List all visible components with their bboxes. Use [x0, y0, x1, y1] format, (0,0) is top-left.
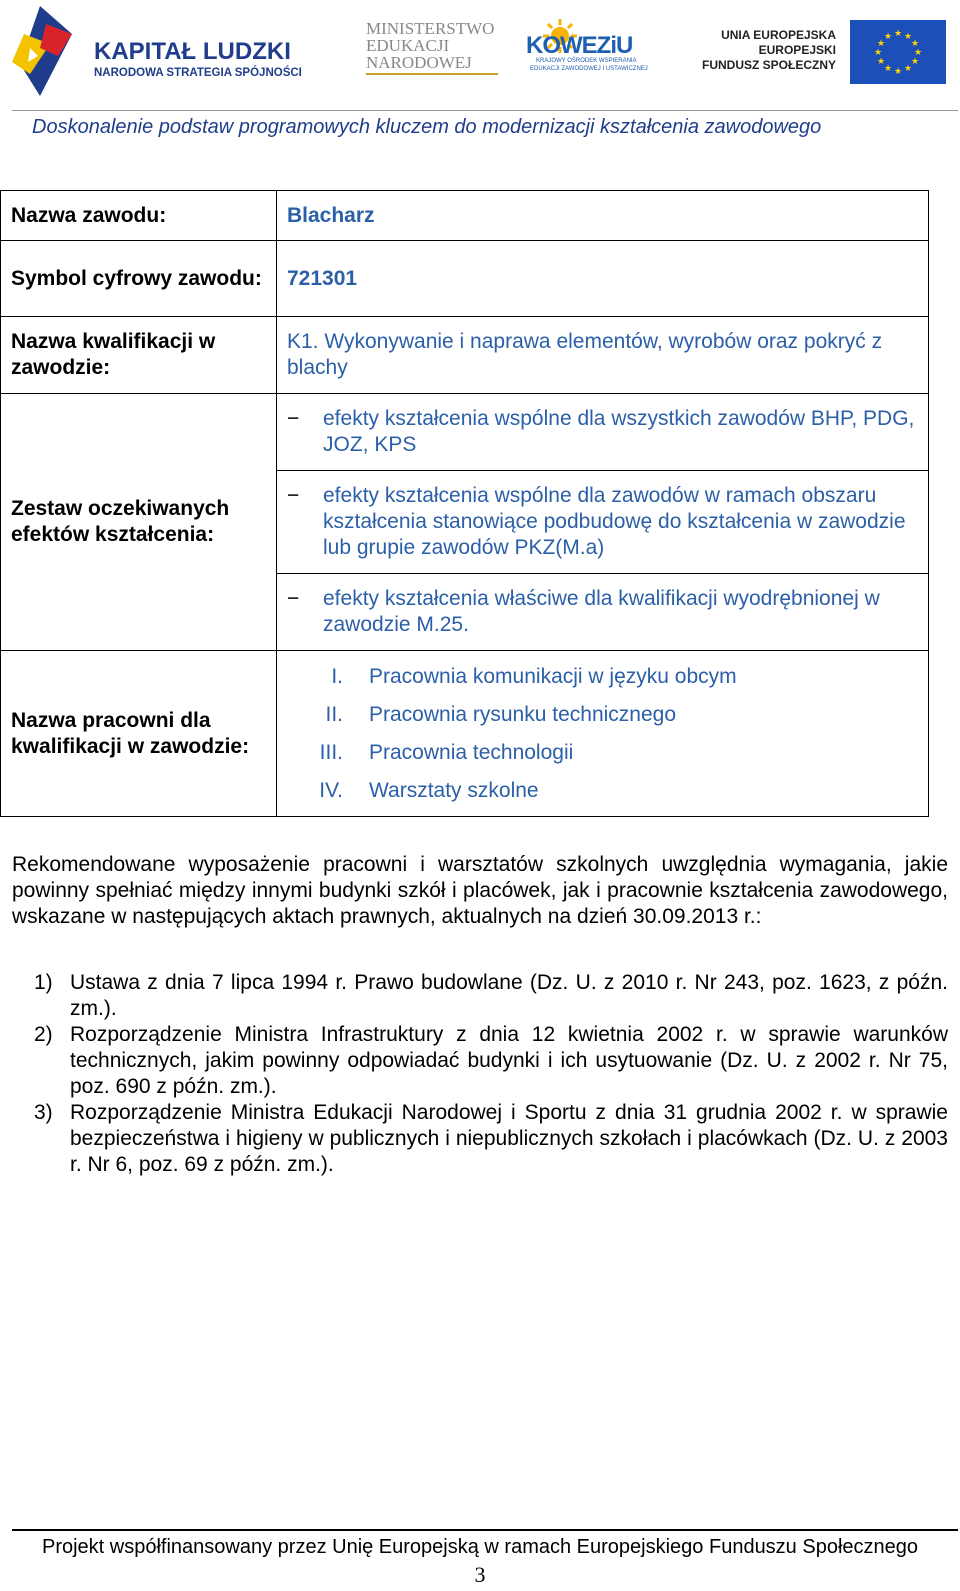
- men-line-1: MINISTERSTWO: [366, 19, 495, 38]
- svg-text:★: ★: [910, 39, 920, 49]
- men-line-2: EDUKACJI: [366, 36, 450, 55]
- footer-text: Projekt współfinansowany przez Unię Europejską w ramach Europejskiego Funduszu Społecznego: [41, 1536, 919, 1558]
- men-underline: [366, 73, 498, 75]
- eu-flag-icon: [850, 20, 946, 84]
- reference-item: [12, 1100, 948, 1178]
- reference-text: Rozporządzenie Ministra Infrastruktury z dnia 12 kwietnia 2002 r. w sprawie warunków technicznych, jakim powinny odpowiadać budynki i ich usytuowanie (Dz. U. z 2002 r. Nr 75, poz. 690 z późn. zm.).: [70, 1023, 948, 1098]
- efekty-item: [277, 394, 929, 471]
- qualification-table: [0, 190, 929, 817]
- svg-text:★: ★: [883, 64, 893, 74]
- reference-number: 1): [34, 971, 53, 994]
- kapital-ludzki-subtitle: NARODOWA STRATEGIA SPÓJNOŚCI: [94, 67, 302, 79]
- efekty-item-text: efekty kształcenia właściwe dla kwalifikacji wyodrębnionej w zawodzie M.25.: [323, 587, 880, 636]
- svg-text:★: ★: [876, 57, 886, 67]
- eu-line-3: FUNDUSZ SPOŁECZNY: [701, 58, 836, 72]
- row-efekty-1: [1, 394, 929, 471]
- svg-text:★: ★: [893, 67, 903, 77]
- kapital-ludzki-emblem: [10, 4, 90, 100]
- pracownia-name: Pracownia rysunku technicznego: [369, 702, 677, 726]
- svg-text:★: ★: [883, 32, 893, 42]
- efekty-label: Zestaw oczekiwanych efektów kształcenia:: [1, 394, 277, 651]
- row-nazwa-zawodu: [1, 191, 929, 241]
- reference-text: Rozporządzenie Ministra Edukacji Narodowej i Sportu z dnia 31 grudnia 2002 r. w sprawie bezpieczeństwa i higieny w publicznych i niepublicznych szkołach i placówkach (Dz. U. z 2003 r. Nr 6, poz. 69 z późn. zm.).: [70, 1101, 948, 1176]
- reference-number: 3): [34, 1101, 53, 1124]
- efekty-item-text: efekty kształcenia wspólne dla wszystkich zawodów BHP, PDG, JOZ, KPS: [323, 407, 915, 456]
- pracownie-list: [277, 651, 929, 817]
- svg-text:★: ★: [903, 64, 913, 74]
- pracownia-item: [287, 772, 918, 810]
- dash-bullet: −: [287, 587, 300, 610]
- roman-numeral: II.: [325, 702, 343, 726]
- references-list: [12, 970, 948, 1178]
- pracownia-item: [287, 734, 918, 772]
- pracownia-name: Pracownia technologii: [369, 740, 574, 764]
- roman-numeral: III.: [319, 740, 343, 764]
- logo-bar: [0, 0, 960, 110]
- efekty-item: [277, 574, 929, 651]
- pracownie-label: Nazwa pracowni dla kwalifikacji w zawodzie:: [1, 651, 277, 817]
- koweziu-sub-1: KRAJOWY OŚRODEK WSPIERANIA: [536, 58, 637, 64]
- men-line-3: NARODOWEJ: [366, 53, 472, 72]
- dash-bullet: −: [287, 484, 300, 507]
- koweziu-logo: [524, 18, 654, 84]
- kwalifikacja-value: K1. Wykonywanie i naprawa elementów, wyrobów oraz pokryć z blachy: [277, 317, 929, 394]
- svg-text:★: ★: [913, 48, 923, 58]
- men-logo: [366, 20, 516, 80]
- roman-numeral: I.: [331, 664, 343, 688]
- svg-text:★: ★: [873, 48, 883, 58]
- kwalifikacja-label: Nazwa kwalifikacji w zawodzie:: [1, 317, 277, 394]
- pracownia-item: [287, 696, 918, 734]
- svg-text:★: ★: [910, 57, 920, 67]
- svg-text:★: ★: [876, 39, 886, 49]
- reference-item: [12, 1022, 948, 1100]
- pracownia-name: Warsztaty szkolne: [369, 778, 539, 802]
- koweziu-sub-2: EDUKACJI ZAWODOWEJ I USTAWICZNEJ: [530, 66, 648, 72]
- header-rule: [12, 110, 958, 111]
- row-kwalifikacja: [1, 317, 929, 394]
- page-number: 3: [474, 1562, 486, 1587]
- symbol-label: Symbol cyfrowy zawodu:: [1, 241, 277, 317]
- svg-text:★: ★: [893, 29, 903, 39]
- header-title: Doskonalenie podstaw programowych kluczem do modernizacji kształcenia zawodowego: [32, 116, 822, 138]
- reference-number: 2): [34, 1023, 53, 1046]
- eu-logo: [700, 20, 946, 86]
- eu-line-2: EUROPEJSKI: [758, 43, 836, 57]
- eu-line-1: UNIA EUROPEJSKA: [721, 28, 836, 42]
- reference-text: Ustawa z dnia 7 lipca 1994 r. Prawo budowlane (Dz. U. z 2010 r. Nr 243, poz. 1623, z późn. zm.).: [70, 971, 948, 1020]
- pracownia-item: [287, 658, 918, 696]
- row-symbol: [1, 241, 929, 317]
- nazwa-zawodu-label: Nazwa zawodu:: [1, 191, 277, 241]
- symbol-value: 721301: [277, 241, 929, 317]
- efekty-item: [277, 471, 929, 574]
- roman-numeral: IV.: [319, 778, 343, 802]
- row-pracownie: [1, 651, 929, 817]
- footer-rule: [12, 1529, 958, 1531]
- eu-text: [702, 28, 836, 73]
- intro-paragraph: Rekomendowane wyposażenie pracowni i warsztatów szkolnych uwzględnia wymagania, jakie powinny spełniać między innymi budynki szkół i placówek, jak i pracownie kształcenia zawodowego, wskazane w następujących aktach prawnych, aktualnych na dzień 30.09.2013 r.:: [12, 853, 948, 928]
- kapital-ludzki-title: KAPITAŁ LUDZKI: [94, 38, 291, 65]
- koweziu-name: KOWEZiU: [526, 32, 633, 59]
- kapital-ludzki-logo: [10, 4, 320, 100]
- dash-bullet: −: [287, 407, 300, 430]
- efekty-item-text: efekty kształcenia wspólne dla zawodów w ramach obszaru kształcenia stanowiące podbudowę do kształcenia w zawodzie lub grupie zawodów PKZ(M.a): [323, 484, 906, 559]
- reference-item: [12, 970, 948, 1022]
- pracownia-name: Pracownia komunikacji w języku obcym: [369, 664, 737, 688]
- nazwa-zawodu-value: Blacharz: [277, 191, 929, 241]
- svg-text:★: ★: [903, 32, 913, 42]
